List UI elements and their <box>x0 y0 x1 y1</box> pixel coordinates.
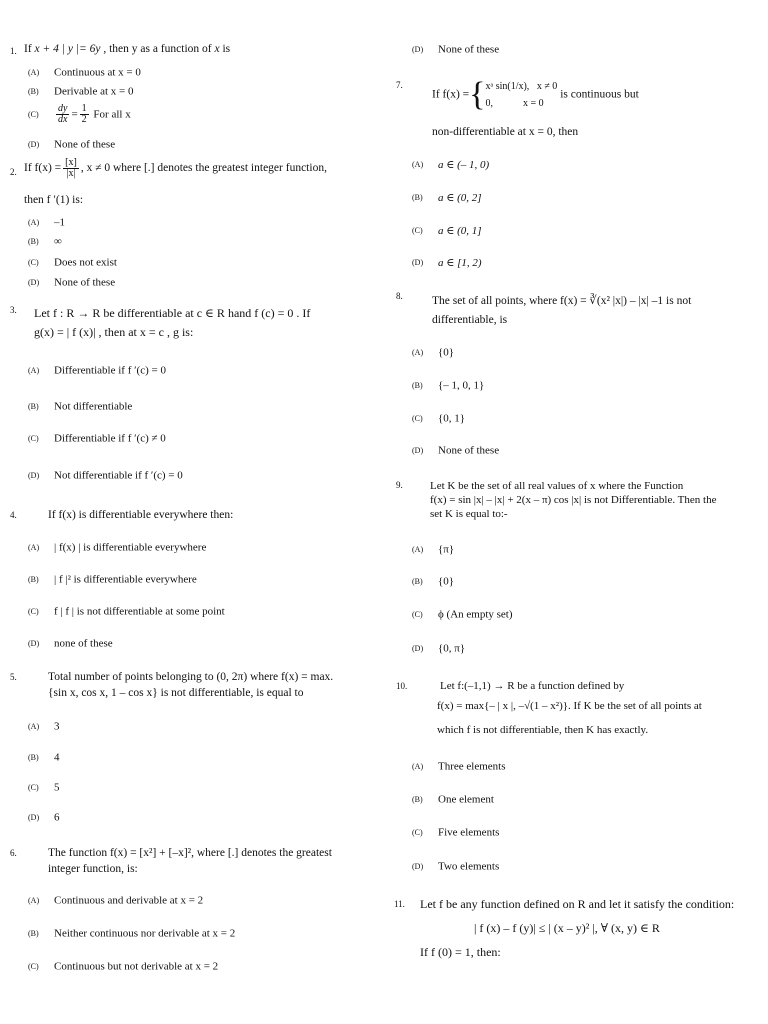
q4-option-a[interactable]: (A) | f(x) | is differentiable everywhere <box>28 541 207 554</box>
q10-option-d[interactable]: (D) Two elements <box>412 860 500 873</box>
q11-number: 11. <box>394 899 405 909</box>
q11-line1: Let f be any function defined on R and let it satisfy the condition: <box>420 897 735 911</box>
q10-number: 10. <box>396 681 408 691</box>
q7-option-c[interactable]: (C) a ∈ (0, 1] <box>412 225 482 237</box>
q1-text: If x + 4 | y |= 6y , then y as a function of x is <box>24 43 231 55</box>
q3-option-c[interactable]: (C) Differentiable if f ′(c) ≠ 0 <box>28 432 166 445</box>
q8-line2: differentiable, is <box>432 314 508 326</box>
q4-option-b[interactable]: (B) | f |² is differentiable everywhere <box>28 573 197 586</box>
q6-option-b[interactable]: (B) Neither continuous nor derivable at x = 2 <box>28 927 236 940</box>
fraction: $\frac{dy}{dx}$ <box>58 103 68 125</box>
q10-option-b[interactable]: (B) One element <box>412 793 494 806</box>
q4-number: 4. <box>10 510 17 520</box>
q3-number: 3. <box>10 305 17 315</box>
q11-line3: If f (0) = 1, then: <box>420 945 501 959</box>
q6-line1: The function f(x) = [x²] + [–x]², where [.] denotes the greatest <box>48 847 332 859</box>
q4-text: If f(x) is differentiable everywhere then: <box>48 509 234 521</box>
q1-option-d[interactable]: (D) None of these <box>28 138 116 151</box>
q6-option-a[interactable]: (A) Continuous and derivable at x = 2 <box>28 894 204 907</box>
q9-line3: set K is equal to:- <box>430 508 508 520</box>
q1-option-c[interactable]: (C) $\frac{dy}{dx}$ = $\frac{1}{2}$ For all x <box>28 103 131 125</box>
q6-line2: integer function, is: <box>48 863 138 875</box>
q3-line1: Let f : R → R be differentiable at c ∈ R hand f (c) = 0 . If <box>34 306 311 320</box>
q4-option-d[interactable]: (D) none of these <box>28 637 113 650</box>
q2-option-d[interactable]: (D) None of these <box>28 276 116 289</box>
q7-option-a[interactable]: (A) a ∈ (– 1, 0) <box>412 159 490 171</box>
q1-option-b[interactable]: (B) Derivable at x = 0 <box>28 85 134 98</box>
q9-line2: f(x) = sin |x| – |x| + 2(x – π) cos |x| is not Differentiable. Then the <box>430 494 717 506</box>
q6-option-c[interactable]: (C) Continuous but not derivable at x = 2 <box>28 960 219 973</box>
piecewise-cases: xᵃ sin(1/x), x ≠ 0 0, x = 0 <box>485 81 558 109</box>
q9-option-a[interactable]: (A) {π} <box>412 543 455 556</box>
q7-option-d[interactable]: (D) a ∈ [1, 2) <box>412 257 482 269</box>
q3-line2: g(x) = | f (x)| , then at x = c , g is: <box>34 325 194 339</box>
q7-line2: non-differentiable at x = 0, then <box>432 126 579 138</box>
q8-line1: The set of all points, where f(x) = ∛(x² |x|) – |x| –1 is not <box>432 295 692 307</box>
q5-line2: {sin x, cos x, 1 – cos x} is not differentiable, is equal to <box>48 687 304 699</box>
q6-number: 6. <box>10 848 17 858</box>
q8-option-b[interactable]: (B) {– 1, 0, 1} <box>412 379 485 392</box>
q9-number: 9. <box>396 480 403 490</box>
right-column <box>384 0 768 1024</box>
q2-option-c[interactable]: (C) Does not exist <box>28 256 117 269</box>
q8-option-a[interactable]: (A) {0} <box>412 346 455 359</box>
q5-line1: Total number of points belonging to (0, 2π) where f(x) = max. <box>48 671 334 683</box>
q2-line2: then f ′(1) is: <box>24 194 84 206</box>
q2-text: If f(x) = $\frac{[x]}{|x|}$ , x ≠ 0 where [.] denotes the greatest integer function, <box>24 157 327 179</box>
q9-line1: Let K be the set of all real values of x where the Function <box>430 480 684 492</box>
q6-option-d[interactable]: (D) None of these <box>412 43 500 56</box>
q10-line3: which f is not differentiable, then K has exactly. <box>437 724 649 736</box>
q7-number: 7. <box>396 80 403 90</box>
q5-option-a[interactable]: (A) 3 <box>28 720 60 733</box>
q8-number: 8. <box>396 291 403 301</box>
q3-option-b[interactable]: (B) Not differentiable <box>28 400 133 413</box>
q5-number: 5. <box>10 672 17 682</box>
q5-option-d[interactable]: (D) 6 <box>28 811 60 824</box>
left-brace: { <box>469 76 486 113</box>
q10-option-c[interactable]: (C) Five elements <box>412 826 500 839</box>
q2-number: 2. <box>10 167 17 177</box>
fraction: $\frac{1}{2}$ <box>81 103 87 125</box>
q10-option-a[interactable]: (A) Three elements <box>412 760 506 773</box>
q7-option-b[interactable]: (B) a ∈ (0, 2] <box>412 192 482 204</box>
q8-option-d[interactable]: (D) None of these <box>412 444 500 457</box>
q3-option-d[interactable]: (D) Not differentiable if f ′(c) = 0 <box>28 469 183 482</box>
q8-option-c[interactable]: (C) {0, 1} <box>412 412 466 425</box>
fraction: $\frac{[x]}{|x|}$ <box>65 157 77 179</box>
q2-option-a[interactable]: (A) –1 <box>28 216 65 229</box>
q10-line1: Let f:(–1,1) → R be a function defined by <box>440 680 625 692</box>
q2-option-b[interactable]: (B) ∞ <box>28 235 62 248</box>
q1-option-a[interactable]: (A) Continuous at x = 0 <box>28 66 141 79</box>
q5-option-b[interactable]: (B) 4 <box>28 751 60 764</box>
q7-text: If f(x) ={xᵃ sin(1/x), x ≠ 0 0, x = 0 is continuous but <box>432 76 639 113</box>
q10-line2: f(x) = max{– | x |, –√(1 – x²)}. If K be the set of all points at <box>437 700 702 712</box>
q9-option-c[interactable]: (C) ϕ (An empty set) <box>412 608 513 621</box>
q4-option-c[interactable]: (C) f | f | is not differentiable at some point <box>28 605 225 618</box>
q9-option-b[interactable]: (B) {0} <box>412 575 455 588</box>
q9-option-d[interactable]: (D) {0, π} <box>412 642 466 655</box>
q1-number: 1. <box>10 46 17 56</box>
q5-option-c[interactable]: (C) 5 <box>28 781 60 794</box>
q11-line2: | f (x) – f (y)| ≤ | (x – y)² |, ∀ (x, y) ∈ R <box>474 921 660 935</box>
q3-option-a[interactable]: (A) Differentiable if f ′(c) = 0 <box>28 364 166 377</box>
